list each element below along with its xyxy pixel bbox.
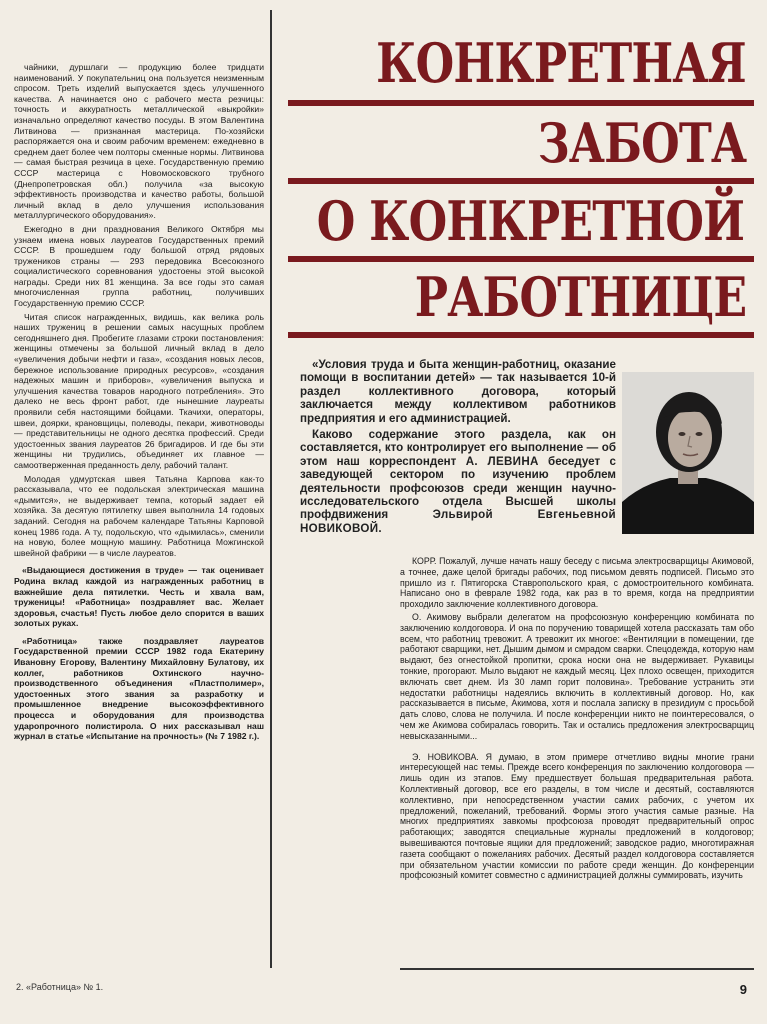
headline-line-2: ЗАБОТА [537,111,746,175]
lead-paragraph-2 [300,428,616,535]
congratulation-paragraph-2: «Работница» также поздравляет лауреатов Государственной премии СССР 1982 года Екатерину Ивановну Егорову, Валентину Михайловну Булатову, их коллег, работников Охтинского научно-производственного объединения «Пластполимер», удостоенных этого звания за разработку и промышленное внедрение высокоэффективного процесса и оборудования для производства ударопрочного полистирола. О них рассказывал наш журнал в статье «Испытание на прочность» (№ 7 1982 г.). [14,635,264,742]
headline-rule-4 [288,332,754,338]
headline-line-4: РАБОТНИЦЕ [414,265,746,329]
left-column [14,62,264,952]
lead-p2-mid: беседует с заведующей сектором по изучению проблем деятельности профсоюзов среди женщин научно-исследовательского отдела Высшей школы профдвижения [300,454,616,522]
headline-block [288,26,754,346]
interview-paragraph-3: Э. НОВИКОВА. Я думаю, в этом примере отчетливо видны многие грани интересующей нас темы. Прежде всего конференция по заключению колдоговора — лишь один из этапов. Ему предшествует большая предварительная работа. Коллективный договор, все его разделы, в том числе и десятый, составляются коллективно, при непосредственном участии самих рабочих, с учетом их предложений, пожеланий, требований. Формы этого участия самые разные. На многих предприятиях завкомы профсоюза проводят предварительный опрос работающих; заводятся специальные журналы предложений в колдоговор; вывешиваются почтовые ящики для предложений; заводское радио, многотиражная газета сообщают о пожеланиях рабочих. Десятый раздел колдоговора составляется при обязательном участии комиссии по работе среди женщин. До конференции профсоюзный комитет совместно с администрацией должны суммировать, изучить [400,751,754,881]
headline-rule-2 [288,178,754,184]
interview-paragraph-2: О. Акимову выбрали делегатом на профсоюзную конференцию комбината по заключению колдоговора. И она по поручению товарищей хотела рассказать там обо всем, что работниц тревожит. А тревожит их многое: «Вентиляции в помещении, где работают сварщики, нет. Дышим дымом и смрадом сварки. Спецодежда, которую нам выдают, без огнестойкой пропитки, срока носки она не выдерживает. Рукавицы тонкие, прогорают. Мыло выдают не каждый месяц. Цех плохо освещен, приходится включать свет днем. Из 30 ламп горит половина». Требование устранить эти недостатки работницы надеялись включить в коллективный договор. Но, как рассказывается в письме, Акимова, хотя и послала записку в президиум с просьбой дать слово, слова не получила. И после конференции никто не поинтересовался, о чем же Акимова собиралась говорить. Так и остались предложения электросварщиц невысказанными... [400,611,754,741]
headline-rule-3 [288,256,754,262]
headline-line-3: О КОНКРЕТНОЙ [316,189,744,253]
headline-rule-1 [288,100,754,106]
footer-issue: 2. «Работница» № 1. [16,982,104,992]
interview-paragraph-1: КОРР. Пожалуй, лучше начать нашу беседу с письма электросварщицы Акимовой, а точнее, даже целой бригады рабочих, под письмом девять подписей. Письмо это пришло из г. Пятигорска Ставропольского края, с домостроительного комбината. Написано оно в феврале 1982 года, как раз в то время, когда на предприятии проходило заключение коллективного договора. [400,556,754,610]
interview-text [400,556,754,883]
lead-p2-start: Каково содержание этого раздела, как он составляется, кто контролирует его выполнение — об этом наш корреспондент [300,428,616,468]
bottom-rule [400,968,754,970]
left-paragraph-1: чайники, дуршлаги — продукцию более тридцати наименований. У покупательниц она пользуется неизменным спросом. Треть изделий выпускается здесь улучшенного качества. А начинается оно с рабочего места резчицы: точность и аккуратность металлической «выкройки» изначально определяют качество посуды. В этом Валентина Литвинова — признанная мастерица. По-хозяйски распоряжается она и своим рабочим временем: ежедневно в среднем дает более чем полторы сменные нормы. Литвинова — самая быстрая резчица в цехе. Государственную премию СССР мастерица с Новомосковского трубного (Днепропетровская обл.) получила «за высокую эффективность производства и качество работы, большой личный вклад в дело улучшения использования металлургического оборудования». [14,62,264,221]
portrait-image [622,372,754,534]
interviewee-name: Эльвирой Евгеньевной НОВИКОВОЙ. [300,508,616,535]
left-paragraph-2: Ежегодно в дни празднования Великого Октября мы узнаем имена новых лауреатов Государственных премий СССР. В прошедшем году большой отряд рядовых тружеников страны — 293 передовика Всесоюзного социалистического соревнования удостоены этой высокой награды. Среди них 81 женщина. За все годы это самая многочисленная группа работниц, получивших Государственную премию СССР. [14,223,264,309]
lead-paragraph-1: «Условия труда и быта женщин-работниц, оказание помощи в воспитании детей» — так называется 10-й раздел коллективного договора, который заключается между коллективом работников предприятия и его администрацией. [300,358,616,425]
congratulation-paragraph-1: «Выдающиеся достижения в труде» — так оценивает Родина вклад каждой из награжденных работниц в важнейшие дела пятилетки. Честь и хвала вам, труженицы! «Работница» поздравляет вас. Желает здоровья, счастья! Пусть любое дело спорится в ваших золотых руках. [14,565,264,629]
left-paragraph-3: Читая список награжденных, видишь, как велика роль наших тружениц в решении самых насущных проблем сегодняшнего дня. Пробегите глазами строки постановления: женщины отмечены за большой личный вклад в дело «увеличения добычи нефти и газа», «создания новых лесов, бережное использование природных ресурсов», «создания надежных машин и приборов», «увеличения выпуска и улучшения качества товаров народного потребления». Это далеко не весь фронт работ, где нынешние лауреаты проявили себя настоящими бойцами. Ткачихи, операторы, швеи, доярки, крановщицы, полеводы, пекари, животноводы — представительницы не одного десятка профессий. Среди удостоенных звания лауреатов 26 бригадиров. И где бы эти женщины ни трудились, объединяет их главное — самоотверженная преданность делу, рабочий талант. [14,311,264,470]
left-paragraph-4: Молодая удмуртская швея Татьяна Карпова как-то рассказывала, что ее подольская электрическая машина «дымится», не выдерживает темпа, который задает ей хозяйка. За десятую пятилетку швея выполнила 14 годовых заданий. Сегодня на рабочем календаре Татьяны Карповой конец 1986 года. А ту, подольскую, что «дымилась», сменили на новую, более мощную машину. Работница Можгинской швейной фабрики — в числе лауреатов. [14,473,264,558]
column-divider [270,10,272,968]
portrait-photo [622,372,754,534]
lead-text [300,358,616,538]
correspondent-name: А. ЛЕВИНА [465,454,539,468]
headline-line-1: КОНКРЕТНАЯ [376,31,746,95]
page-number: 9 [739,982,747,997]
